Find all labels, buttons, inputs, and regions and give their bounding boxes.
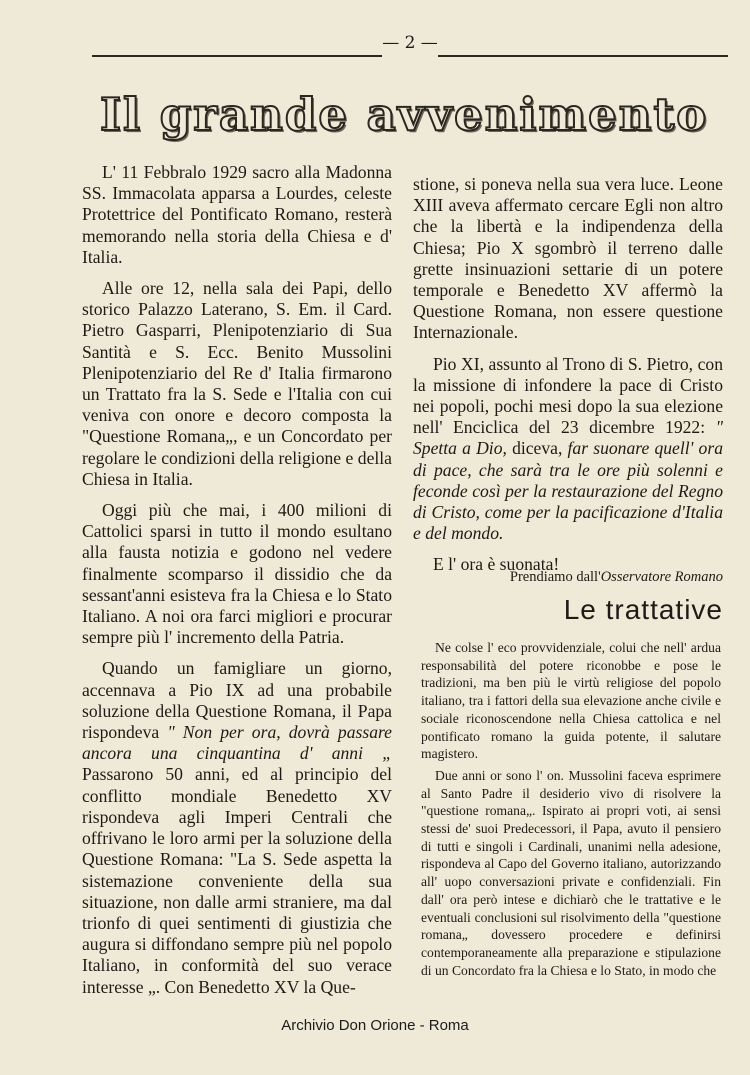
right-paragraph-3: E l' ora è suonata! (433, 554, 560, 575)
pius-xi-quote-1: " Spetta a Dio, (413, 417, 723, 459)
left-paragraph-4 (82, 658, 392, 997)
source-name: Osservatore Romano (600, 569, 723, 585)
left-column (82, 162, 392, 1008)
header-rule-left (92, 55, 382, 57)
pius-ix-quote: " Non per ora, dovrà passare ancora una cinquantina d' anni „ (82, 722, 392, 764)
benedict-xv-passage: Passarono 50 anni, ed al principio del conflitto mondiale Benedetto XV rispondeva agli Imperi Centrali che offrivano le loro armi per la soluzione della Questione Romana: "La S. Sede aspetta la sistemazione conveniente della sua situazione, non dalle armi straniere, ma dal trionfo di quei sentimenti di giustizia che augura si diffondano sempre più nel popolo Italiano, in conformità del suo verace interesse „. Con Benedetto XV la Que- (82, 764, 392, 997)
right-paragraph-1: stione, si poneva nella sua vera luce. Leone XIII aveva affermato cercare Egli non altro che la libertà e la indipendenza della Chiesa; Pio X sgombrò il terreno dalle grette insinuazioni settarie di un potere temporale e Benedetto XV affermò la Questione Romana, non essere questione Internazionale. (413, 174, 723, 343)
right-column (413, 174, 723, 576)
section-title: Le trattative (563, 594, 723, 625)
small-paragraph-2: Due anni or sono l' on. Mussolini faceva esprimere al Santo Padre il desiderio vivo di risolvere la "questione romana„. Ispirato ai propri voti, ai sensi stessi de' suoi Predecessori, il Papa, avuto il pensiero di tutti e singoli i Cardinali, unanimi nella adesione, rispondeva al Capo del Governo italiano, autorizzando all' uopo conversazioni private e confidenziali. Fin dall' ora però intese e dichiarò che le trattative e le eventuali conclusioni sul risolvimento della "questione romana„ dovessero procedere e definirsi contemporaneamente alla preparazione e stipulazione di un Concordato fra la Chiesa e lo Stato, in modo che (421, 767, 721, 978)
source-line (413, 569, 723, 586)
right-paragraph-2 (413, 354, 723, 545)
pius-ix-intro: Quando un famigliare un giorno, accennava a Pio IX ad una probabile soluzione della Questione Romana, il Papa rispondeva (82, 658, 392, 743)
small-column (421, 639, 721, 983)
source-prefix: Prendiamo dall' (509, 569, 601, 585)
archive-footer: Archivio Don Orione - Roma (281, 1017, 469, 1034)
pius-xi-intro: Pio XI, assunto al Trono di S. Pietro, con la missione di infondere la pace di Cristo nei popoli, pochi mesi dopo la sua elezione nell' Enciclica del 23 dicembre 1922: (413, 353, 723, 438)
header-rule-right (438, 55, 728, 57)
small-paragraph-1: Ne colse l' eco provvidenziale, colui che nell' ardua responsabilità del potere riconobbe e pose le tradizioni, ma ben più le virtù religiose del popolo italiano, tra i fattori della sua elevazione anche civile e sociale riconoscendone nella Chiesa cattolica e nel pontificato romano la guida potente, il salutare magistero. (421, 640, 721, 762)
left-paragraph-2: Alle ore 12, nella sala dei Papi, dello storico Palazzo Laterano, S. Em. il Card. Pietro Gasparri, Plenipotenziario di Sua Santità e S. Ecc. Benito Mussolini Plenipotenziario del Re d' Italia firmarono un Trattato fra la S. Sede e l'Italia con cui veniva con onore e decoro composta la "Questione Romana„, e un Concordato per regolare le condizioni della religione e della Chiesa in Italia. (82, 278, 392, 489)
pius-xi-quote-2: far suonare quell' ora di pace, che sarà tra le ore più solenni e feconde così per la restaurazione del Regno di Cristo, come per la pacificazione d'Italia e del mondo. (413, 438, 723, 544)
left-paragraph-1: L' 11 Febbralo 1929 sacro alla Madonna SS. Immacolata apparsa a Lourdes, celeste Protettrice del Pontificato Romano, resterà memorando nella storia della Chiesa e d' Italia. (82, 162, 392, 267)
article-title: Il grande avvenimento (100, 88, 709, 141)
page-number: — 2 — (382, 33, 438, 53)
pius-xi-said: diceva, (512, 438, 563, 459)
left-paragraph-3: Oggi più che mai, i 400 milioni di Cattolici sparsi in tutto il mondo esultano alla fausta notizia e godono nel vedere finalmente scomparso il dissidio che da sessant'anni esisteva fra la Chiesa e lo Stato Italiano. A noi ora farci migliori e procurar sempre più l' incremento della Patria. (82, 500, 392, 648)
